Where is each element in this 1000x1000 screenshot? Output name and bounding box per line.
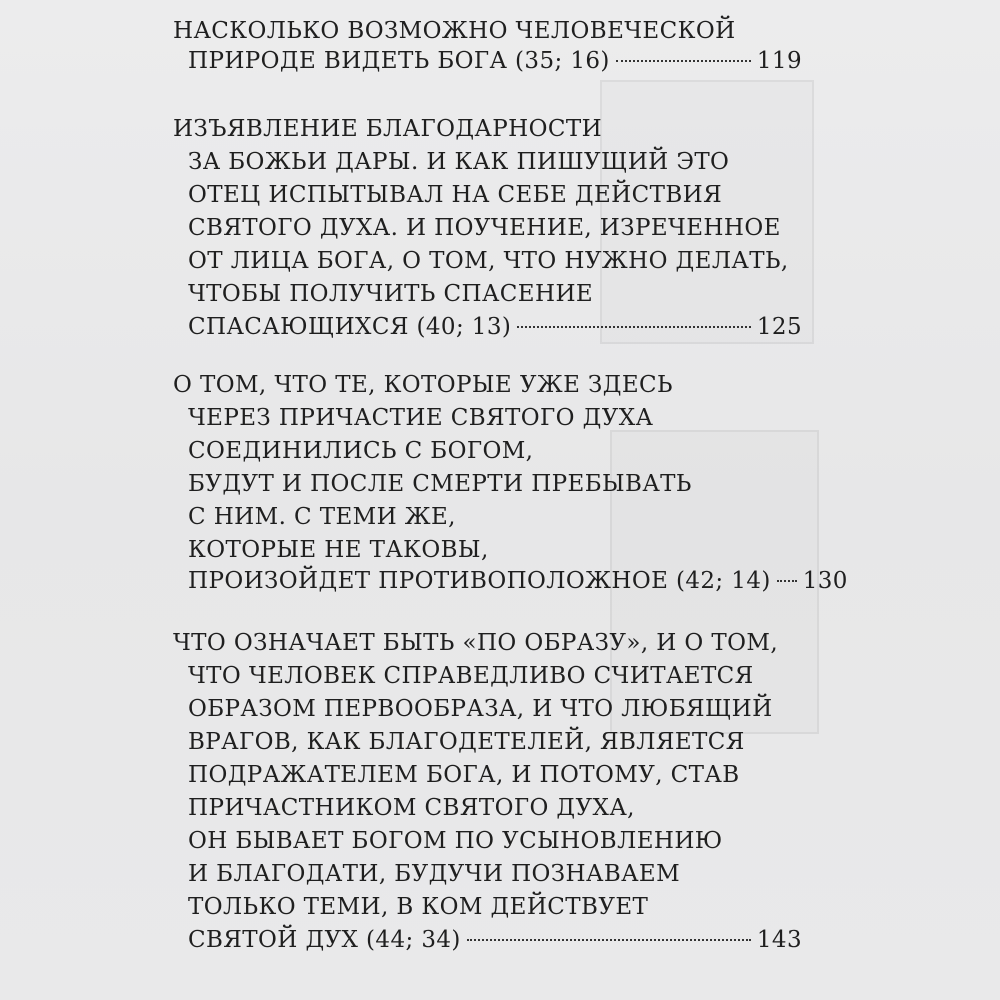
toc-entry-last-line (188, 312, 802, 342)
toc-entry-title-line: ИЗЪЯВЛЕНИЕ БЛАГОДАРНОСТИ (173, 116, 603, 142)
dot-leader (777, 580, 797, 582)
toc-entry-title-line: СВЯТОГО ДУХА. И ПОУЧЕНИЕ, ИЗРЕЧЕННОЕ (188, 215, 781, 241)
toc-entry-title-line: ЧТОБЫ ПОЛУЧИТЬ СПАСЕНИЕ (188, 281, 594, 307)
toc-entry-title-line: ОТЕЦ ИСПЫТЫВАЛ НА СЕБЕ ДЕЙСТВИЯ (188, 182, 723, 208)
toc-entry-title-line: ЗА БОЖЬИ ДАРЫ. И КАК ПИШУЩИЙ ЭТО (188, 149, 730, 175)
toc-entry-title-line: СОЕДИНИЛИСЬ С БОГОМ, (188, 438, 534, 464)
toc-entry-title-end: СВЯТОЙ ДУХ (44; 34) (188, 927, 461, 953)
toc-entry-last-line (188, 925, 802, 955)
toc-entry-title-line: ОТ ЛИЦА БОГА, О ТОМ, ЧТО НУЖНО ДЕЛАТЬ, (188, 248, 789, 274)
toc-entry-title-line: БУДУТ И ПОСЛЕ СМЕРТИ ПРЕБЫВАТЬ (188, 471, 692, 497)
toc-entry-title-end: ПРОИЗОЙДЕТ ПРОТИВОПОЛОЖНОЕ (42; 14) (188, 568, 771, 594)
page-number: 130 (802, 568, 848, 594)
toc-entry-title-line: ОН БЫВАЕТ БОГОМ ПО УСЫНОВЛЕНИЮ (188, 828, 723, 854)
toc-entry-title-line: О ТОМ, ЧТО ТЕ, КОТОРЫЕ УЖЕ ЗДЕСЬ (173, 372, 673, 398)
toc-entry-title-line: ПРИЧАСТНИКОМ СВЯТОГО ДУХА, (188, 795, 635, 821)
toc-entry-title-end: СПАСАЮЩИХСЯ (40; 13) (188, 314, 512, 340)
toc-entry-title-line: ТОЛЬКО ТЕМИ, В КОМ ДЕЙСТВУЕТ (188, 894, 649, 920)
toc-entry-last-line (188, 566, 848, 596)
toc-entry-title-line: ВРАГОВ, КАК БЛАГОДЕТЕЛЕЙ, ЯВЛЯЕТСЯ (188, 729, 745, 755)
toc-entry-title-line: ЧТО ЧЕЛОВЕК СПРАВЕДЛИВО СЧИТАЕТСЯ (188, 663, 754, 689)
page-number: 143 (756, 927, 802, 953)
dot-leader (517, 326, 751, 328)
page-number: 125 (756, 314, 802, 340)
toc-entry-title-line: КОТОРЫЕ НЕ ТАКОВЫ, (188, 537, 489, 563)
toc-entry-title-line: ПОДРАЖАТЕЛЕМ БОГА, И ПОТОМУ, СТАВ (188, 762, 740, 788)
toc-entry-title-line: ОБРАЗОМ ПЕРВООБРАЗА, И ЧТО ЛЮБЯЩИЙ (188, 696, 773, 722)
dot-leader (616, 60, 751, 62)
page-number: 119 (756, 48, 802, 74)
toc-entry-title-line: ЧТО ОЗНАЧАЕТ БЫТЬ «ПО ОБРАЗУ», И О ТОМ, (173, 630, 779, 656)
toc-entry-last-line (188, 46, 802, 76)
toc-entry-title-line: ЧЕРЕЗ ПРИЧАСТИЕ СВЯТОГО ДУХА (188, 405, 654, 431)
toc-entry-title-line: С НИМ. С ТЕМИ ЖЕ, (188, 504, 456, 530)
toc-entry-title-end: ПРИРОДЕ ВИДЕТЬ БОГА (35; 16) (188, 48, 610, 74)
toc-entry-title-line: НАСКОЛЬКО ВОЗМОЖНО ЧЕЛОВЕЧЕСКОЙ (173, 18, 736, 44)
dot-leader (467, 939, 751, 941)
toc-entry-title-line: И БЛАГОДАТИ, БУДУЧИ ПОЗНАВАЕМ (188, 861, 681, 887)
